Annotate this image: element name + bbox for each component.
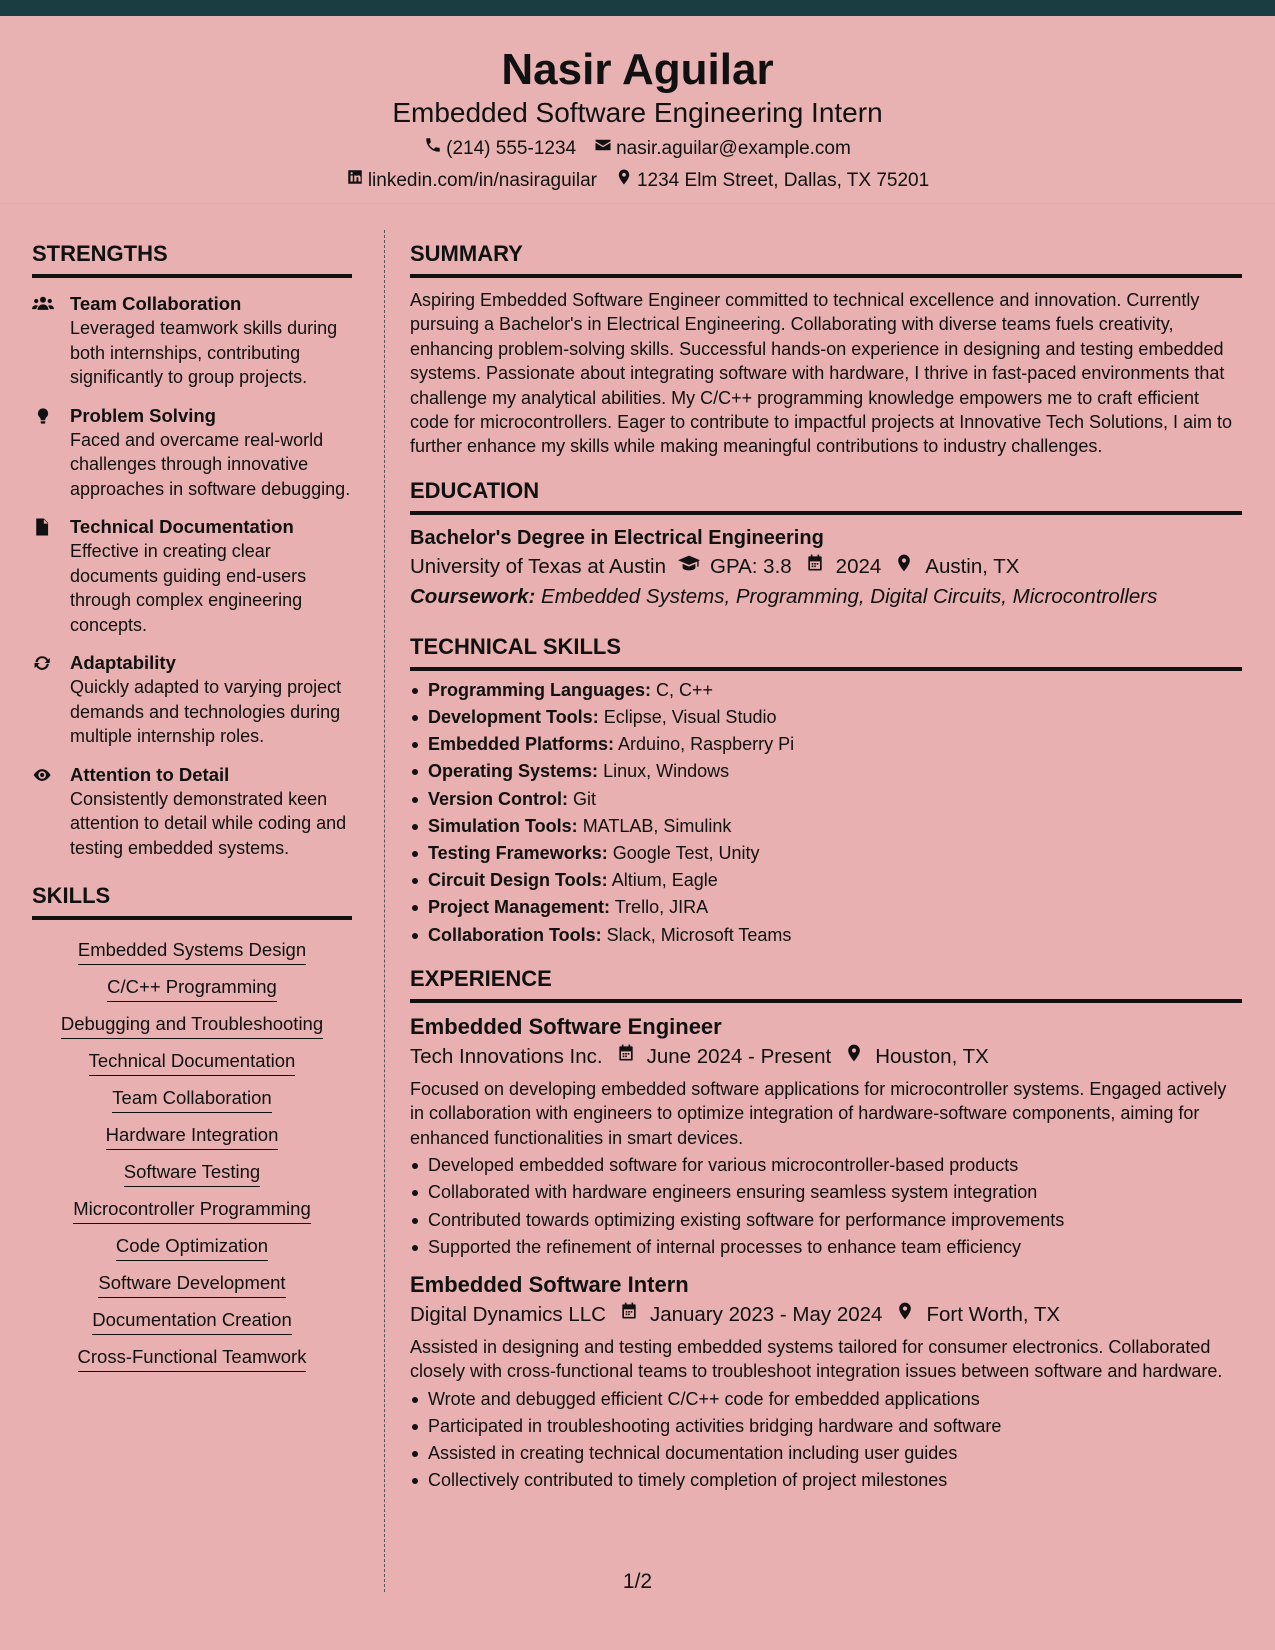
strength-item [32, 651, 352, 749]
list-item: Programming Languages: C, C++ [410, 677, 1242, 704]
company-name: Digital Dynamics LLC [410, 1302, 606, 1326]
strengths-title: STRENGTHS [32, 240, 352, 278]
strength-item [32, 292, 352, 390]
strength-desc: Effective in creating clear documents guiding end-users through complex engineering concepts. [70, 541, 307, 635]
contact-row-1 [0, 136, 1275, 161]
coursework-list: Embedded Systems, Programming, Digital Circuits, Microcontrollers [541, 584, 1158, 608]
resume-header [0, 16, 1275, 204]
column-divider [384, 230, 385, 1592]
company-name: Tech Innovations Inc. [410, 1044, 603, 1068]
job-description: Assisted in designing and testing embedded systems tailored for consumer electronics. Collaborated closely with cross-functional teams to troubleshoot integration issues between software and hardware. [410, 1336, 1223, 1382]
job-dates: January 2023 - May 2024 [649, 1302, 883, 1326]
list-item: Embedded Platforms: Arduino, Raspberry Pi [410, 731, 1242, 758]
skill-item: Microcontroller Programming [73, 1197, 310, 1224]
coursework-label: Coursework: [410, 584, 536, 608]
summary-text: Aspiring Embedded Software Engineer committed to technical excellence and innovation. Currently pursuing a Bachelor's in Electrical Engineering. Collaborating with diverse teams fuels creativity, enhancing problem-solving skills. Successful hands-on experience in designing and testing embedded systems. Passionate about integrating software with hardware, I thrive in fast-paced environments that challenge my analytical abilities. My C/C++ programming knowledge empowers me to craft efficient code for microcontrollers. Eager to contribute to impactful projects at Innovative Tech Solutions, I aim to further enhance my skills while making meaningful contributions to industry challenges. [410, 290, 1233, 457]
top-bar [0, 0, 1275, 16]
strength-item [32, 404, 352, 502]
list-item: Participated in troubleshooting activities bridging hardware and software [410, 1413, 1242, 1440]
list-item: Collaborated with hardware engineers ensuring seamless system integration [410, 1179, 1242, 1206]
job-title: Embedded Software Engineer [410, 1013, 722, 1039]
users-icon [32, 292, 70, 390]
document-icon [32, 515, 70, 637]
list-item: Simulation Tools: MATLAB, Simulink [410, 813, 1242, 840]
skill-item: Team Collaboration [112, 1086, 271, 1113]
map-pin-icon [843, 1043, 865, 1071]
graduation-cap-icon [678, 553, 700, 581]
map-pin-icon [894, 1301, 916, 1329]
calendar-icon [618, 1301, 640, 1329]
education-title: EDUCATION [410, 477, 1242, 515]
job-dates: June 2024 - Present [646, 1044, 832, 1068]
list-item: Developed embedded software for various microcontroller-based products [410, 1152, 1242, 1179]
envelope-icon [594, 136, 612, 161]
list-item: Collectively contributed to timely completion of project milestones [410, 1467, 1242, 1494]
technical-skills-list [410, 677, 1242, 949]
contact-row-2 [0, 168, 1275, 193]
candidate-name: Nasir Aguilar [501, 45, 774, 94]
refresh-icon [32, 651, 70, 749]
skill-item: Technical Documentation [89, 1049, 296, 1076]
list-item: Version Control: Git [410, 786, 1242, 813]
linkedin-icon [346, 168, 364, 193]
list-item: Development Tools: Eclipse, Visual Studio [410, 704, 1242, 731]
skill-item: C/C++ Programming [107, 975, 277, 1002]
phone-icon [424, 136, 442, 161]
left-column [32, 240, 352, 1372]
skill-item: Hardware Integration [106, 1123, 279, 1150]
right-column [410, 240, 1242, 1495]
school-name: University of Texas at Austin [410, 554, 666, 578]
strength-title: Team Collaboration [70, 293, 242, 314]
summary-title: SUMMARY [410, 240, 1242, 278]
strength-desc: Leveraged teamwork skills during both internships, contributing significantly to group projects. [70, 318, 338, 387]
calendar-icon [804, 553, 826, 581]
email-contact[interactable] [594, 136, 851, 161]
strength-desc: Consistently demonstrated keen attention to detail while coding and testing embedded systems. [70, 788, 347, 858]
skills-title: SKILLS [32, 882, 352, 920]
skill-item: Code Optimization [116, 1234, 268, 1261]
strength-desc: Faced and overcame real-world challenges through innovative approaches in software debugging. [70, 429, 351, 499]
job-description: Focused on developing embedded software applications for microcontroller systems. Engaged actively in collaboration with engineers to optimize integration of hardware-software components, aiming for enhanced functionalities in smart devices. [410, 1078, 1227, 1148]
job-location: Fort Worth, TX [926, 1302, 1061, 1326]
map-pin-icon [893, 553, 915, 581]
coursework [410, 583, 1242, 611]
lightbulb-icon [32, 404, 70, 502]
skill-item: Software Development [98, 1271, 285, 1298]
skill-item: Debugging and Troubleshooting [61, 1012, 323, 1039]
strength-item [32, 515, 352, 637]
skill-item: Software Testing [124, 1160, 260, 1187]
phone-contact [424, 136, 576, 161]
strength-title: Attention to Detail [70, 763, 230, 785]
job-bullets [410, 1386, 1242, 1495]
skill-item: Documentation Creation [92, 1308, 292, 1335]
technical-skills-title: TECHNICAL SKILLS [410, 633, 1242, 671]
education-meta [410, 553, 1242, 581]
strength-title: Adaptability [70, 652, 176, 673]
strength-title: Problem Solving [70, 404, 216, 426]
linkedin-contact[interactable] [346, 168, 597, 193]
linkedin-text[interactable]: linkedin.com/in/nasiraguilar [367, 169, 597, 191]
list-item: Circuit Design Tools: Altium, Eagle [410, 867, 1242, 894]
job-meta [410, 1043, 1242, 1071]
page-number: 1/2 [622, 1570, 653, 1593]
strength-title: Technical Documentation [70, 516, 294, 537]
gpa-text: GPA: 3.8 [710, 554, 792, 578]
list-item: Collaboration Tools: Slack, Microsoft Teams [410, 922, 1242, 949]
job-bullets [410, 1152, 1242, 1261]
degree-title: Bachelor's Degree in Electrical Engineering [410, 526, 824, 549]
list-item: Wrote and debugged efficient C/C++ code for embedded applications [410, 1386, 1242, 1413]
phone-text: (214) 555-1234 [446, 137, 577, 159]
list-item: Project Management: Trello, JIRA [410, 894, 1242, 921]
skill-item: Embedded Systems Design [78, 938, 306, 965]
strength-desc: Quickly adapted to varying project demands and technologies during multiple internship roles. [70, 677, 342, 746]
list-item: Assisted in creating technical documentation including user guides [410, 1440, 1242, 1467]
list-item: Supported the refinement of internal processes to enhance team efficiency [410, 1234, 1242, 1261]
email-text[interactable]: nasir.aguilar@example.com [616, 137, 851, 159]
list-item: Testing Frameworks: Google Test, Unity [410, 840, 1242, 867]
school-location: Austin, TX [925, 554, 1020, 578]
candidate-role: Embedded Software Engineering Intern [392, 97, 883, 128]
experience-title: EXPERIENCE [410, 965, 1242, 1003]
address-text: 1234 Elm Street, Dallas, TX 75201 [636, 169, 930, 191]
job-meta [410, 1301, 1242, 1329]
job-location: Houston, TX [875, 1044, 989, 1068]
calendar-icon [615, 1043, 637, 1071]
list-item: Operating Systems: Linux, Windows [410, 758, 1242, 785]
skill-item: Cross-Functional Teamwork [78, 1345, 307, 1372]
skill-list [32, 928, 352, 1372]
graduation-year: 2024 [835, 554, 882, 578]
address-contact [615, 168, 929, 193]
strength-item [32, 763, 352, 861]
job-title: Embedded Software Intern [410, 1271, 689, 1297]
map-pin-icon [615, 168, 633, 193]
eye-icon [32, 763, 70, 861]
list-item: Contributed towards optimizing existing software for performance improvements [410, 1207, 1242, 1234]
